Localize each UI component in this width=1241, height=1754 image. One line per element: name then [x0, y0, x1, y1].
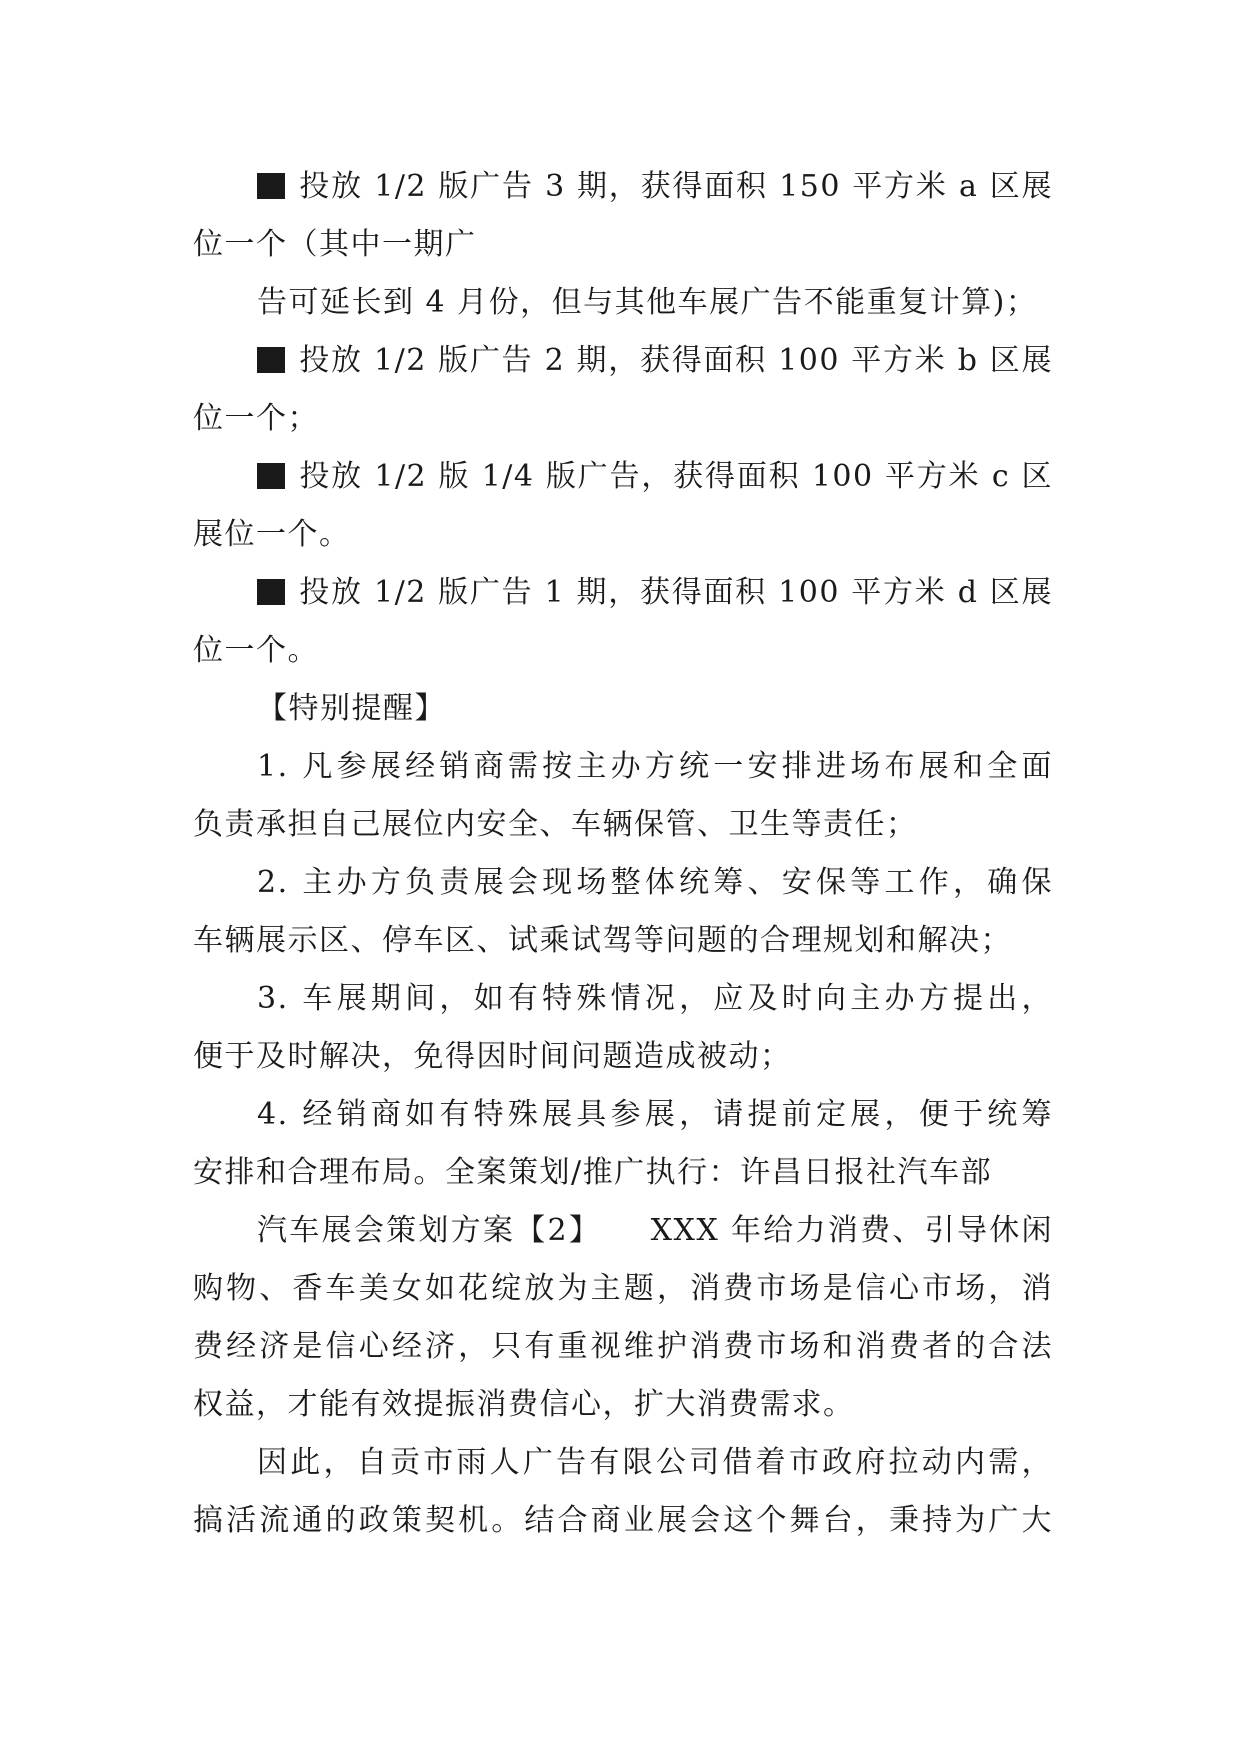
text-line: [193, 506, 1053, 564]
text-line: [193, 158, 1053, 216]
line-text: 投放 1/2 版广告 2 期，获得面积 100 平方米 b 区展: [299, 343, 1053, 378]
square-bullet-icon: [257, 173, 285, 199]
text-line: [193, 680, 1053, 738]
text-line: [193, 390, 1053, 448]
text-line: [193, 1492, 1053, 1550]
text-line: [193, 970, 1053, 1028]
text-line: [193, 564, 1053, 622]
text-line: [193, 216, 1053, 274]
line-text: 便于及时解决，免得因时间问题造成被动；: [193, 1039, 792, 1074]
text-line: [193, 796, 1053, 854]
square-bullet-icon: [257, 347, 285, 373]
line-text: 位一个。: [193, 633, 319, 668]
line-text: 投放 1/2 版广告 3 期，获得面积 150 平方米 a 区展: [299, 169, 1053, 204]
square-bullet-icon: [257, 579, 285, 605]
text-line: [193, 1202, 1053, 1260]
text-line: [193, 854, 1053, 912]
line-text: 费经济是信心经济，只有重视维护消费市场和消费者的合法: [193, 1329, 1053, 1364]
document-body: [193, 158, 1053, 1550]
text-line: [193, 622, 1053, 680]
line-text: 车辆展示区、停车区、试乘试驾等问题的合理规划和解决；: [193, 923, 1012, 958]
text-line: [193, 1318, 1053, 1376]
line-text: 权益，才能有效提振消费信心，扩大消费需求。: [193, 1387, 855, 1422]
line-text: 4. 经销商如有特殊展具参展，请提前定展，便于统筹: [257, 1097, 1053, 1132]
text-line: [193, 738, 1053, 796]
line-text: 【特别提醒】: [257, 691, 446, 726]
line-text: 告可延长到 4 月份，但与其他车展广告不能重复计算)；: [257, 285, 1038, 320]
line-text: 负责承担自己展位内安全、车辆保管、卫生等责任；: [193, 807, 918, 842]
line-text: 因此，自贡市雨人广告有限公司借着市政府拉动内需，: [257, 1445, 1053, 1480]
text-line: [193, 1028, 1053, 1086]
line-text: 投放 1/2 版 1/4 版广告，获得面积 100 平方米 c 区: [299, 459, 1053, 494]
text-line: [193, 1376, 1053, 1434]
line-text: 1. 凡参展经销商需按主办方统一安排进场布展和全面: [257, 749, 1053, 784]
text-line: [193, 332, 1053, 390]
text-line: [193, 1434, 1053, 1492]
line-text: 投放 1/2 版广告 1 期，获得面积 100 平方米 d 区展: [299, 575, 1053, 610]
text-line: [193, 448, 1053, 506]
line-text: 购物、香车美女如花绽放为主题，消费市场是信心市场，消: [193, 1271, 1053, 1306]
text-line: [193, 1144, 1053, 1202]
text-line: [193, 912, 1053, 970]
line-text: 搞活流通的政策契机。结合商业展会这个舞台，秉持为广大: [193, 1503, 1053, 1538]
line-text: 安排和合理布局。全案策划/推广执行：许昌日报社汽车部: [193, 1155, 993, 1190]
line-text: 汽车展会策划方案【2】 XXX 年给力消费、引导休闲: [257, 1213, 1053, 1248]
line-text: 展位一个。: [193, 517, 351, 552]
text-line: [193, 1260, 1053, 1318]
line-text: 位一个（其中一期广: [193, 227, 477, 262]
line-text: 3. 车展期间，如有特殊情况，应及时向主办方提出，: [257, 981, 1053, 1016]
line-text: 2. 主办方负责展会现场整体统筹、安保等工作，确保: [257, 865, 1053, 900]
square-bullet-icon: [257, 463, 285, 489]
text-line: [193, 1086, 1053, 1144]
text-line: [193, 274, 1053, 332]
line-text: 位一个；: [193, 401, 319, 436]
